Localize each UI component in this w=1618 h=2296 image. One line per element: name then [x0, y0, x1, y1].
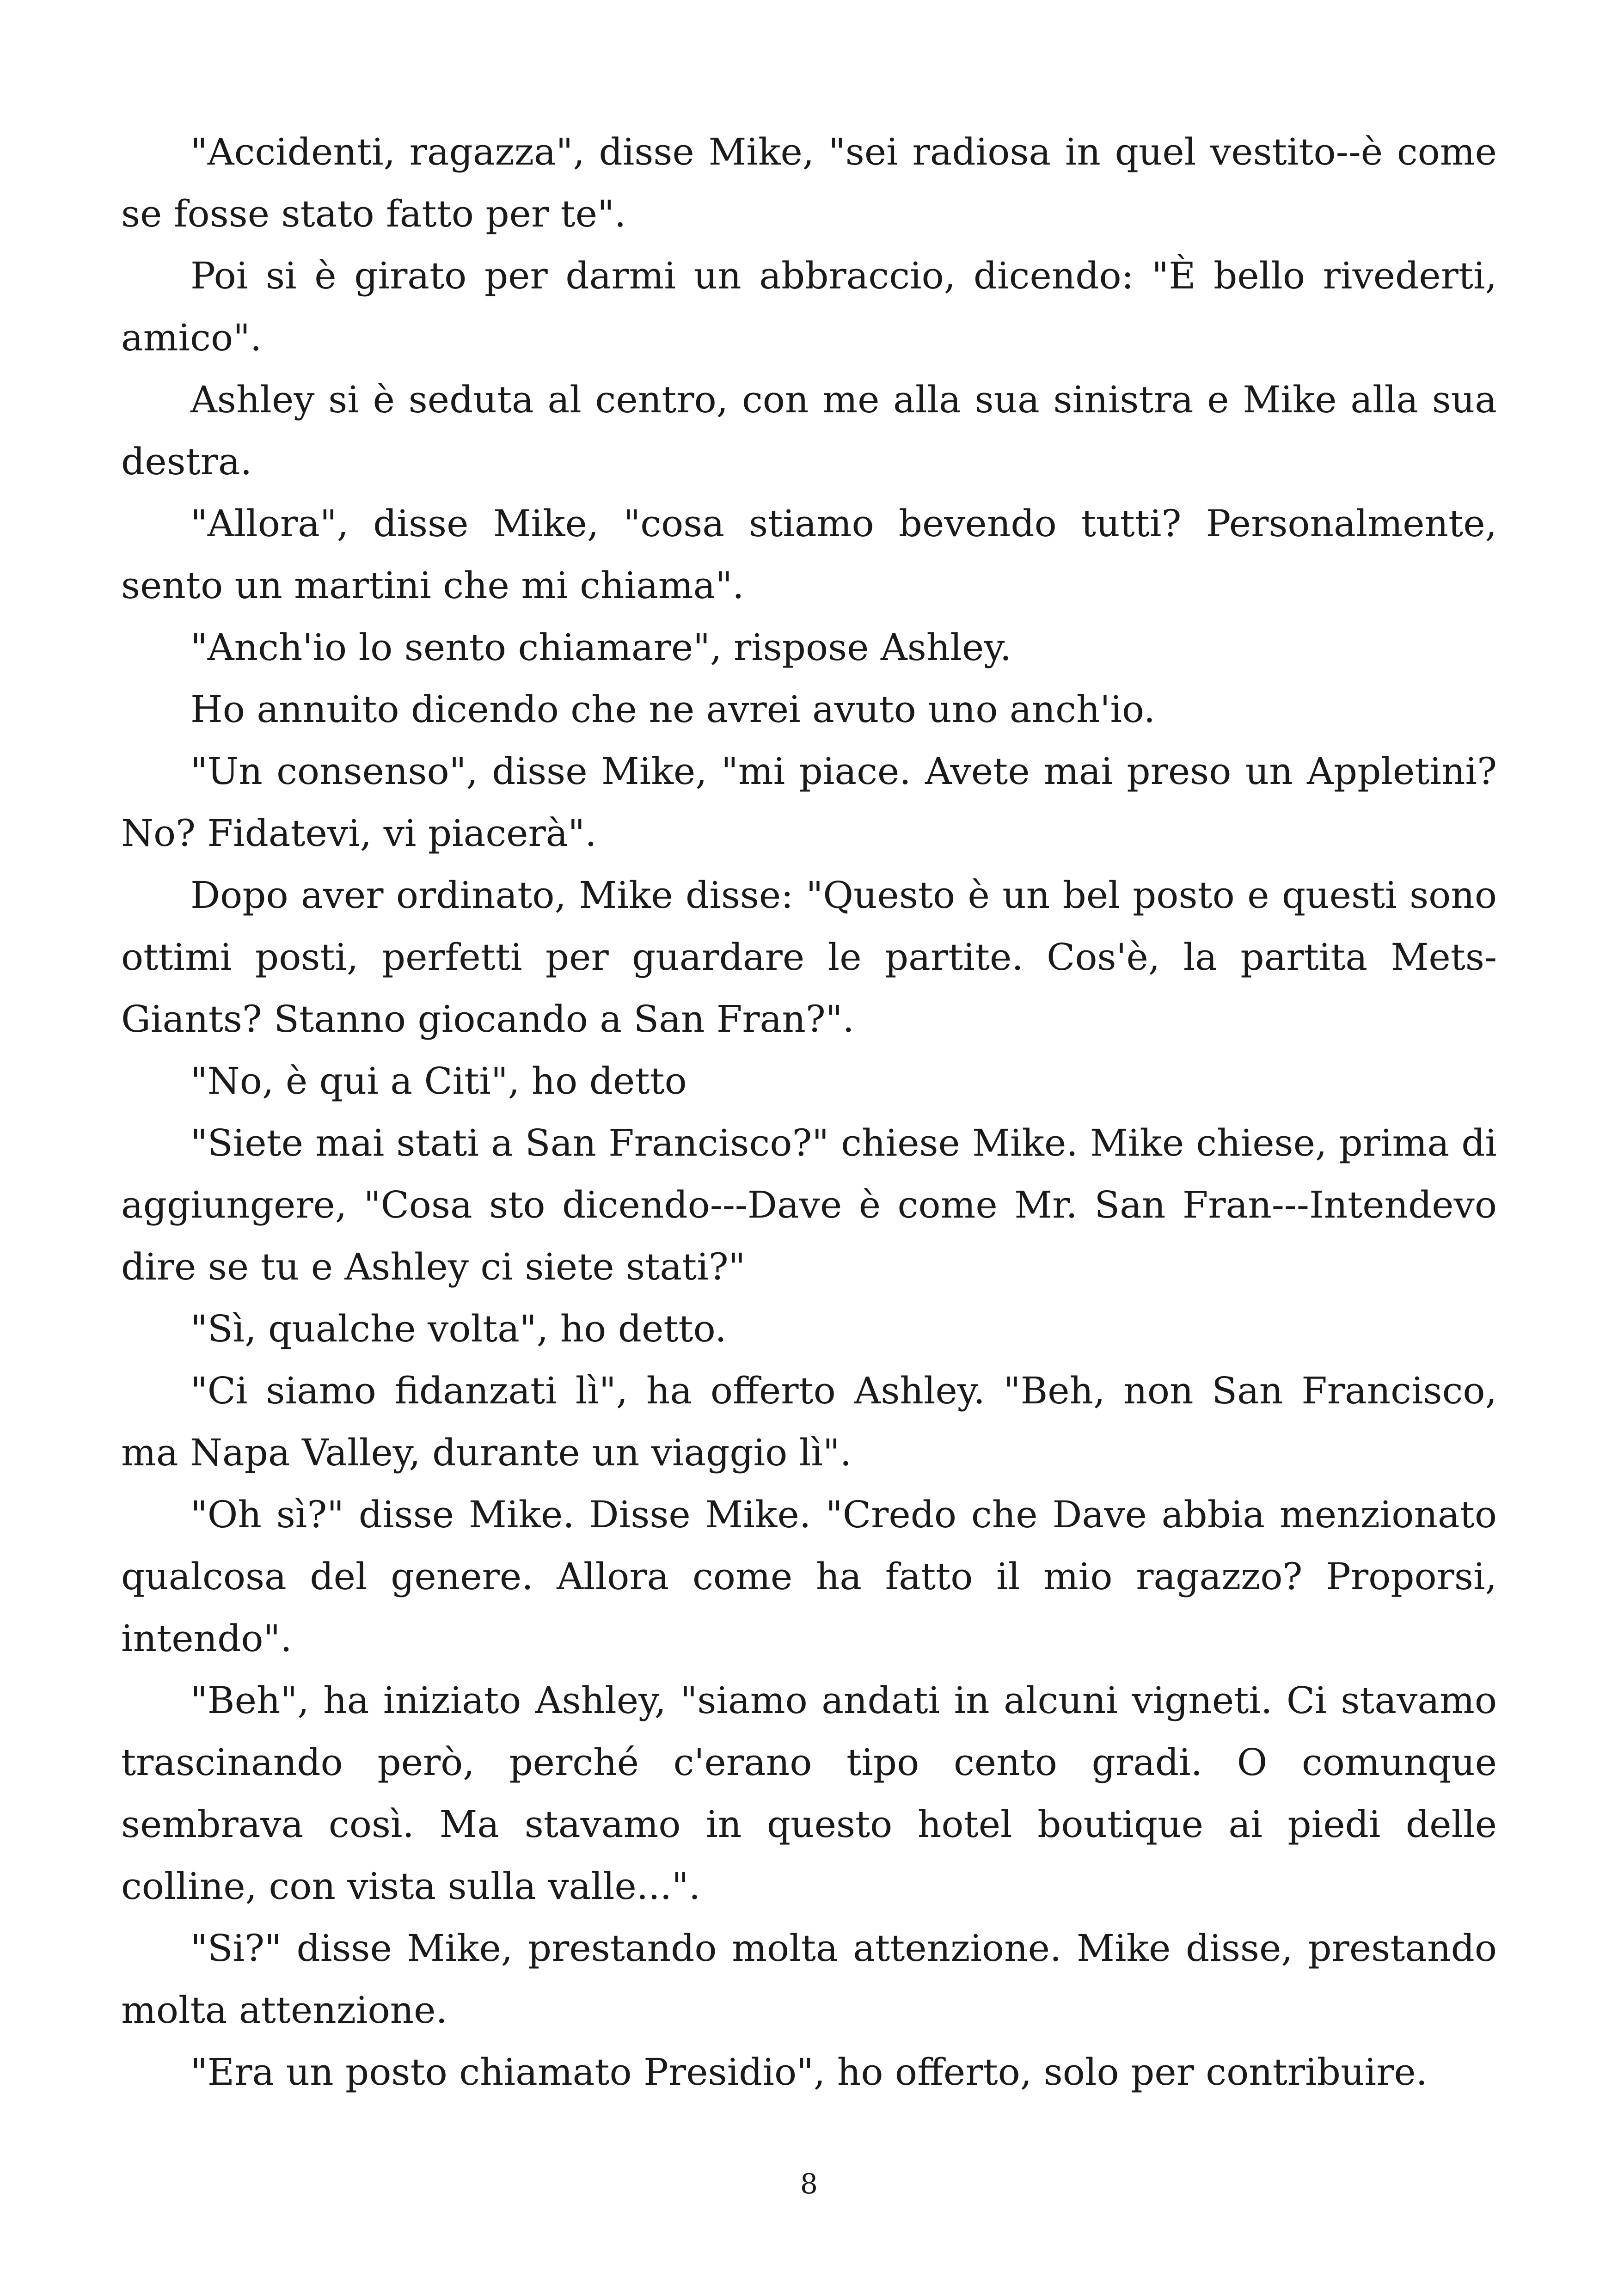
paragraph: Dopo aver ordinato, Mike disse: "Questo è un bel posto e questi sono ottimi posti, perfetti per guardare le partite. Cos'è, la partita Mets-Giants? Stanno giocando a San Fran?". — [121, 874, 1497, 1041]
paragraph: "Sì, qualche volta", ho detto. — [190, 1307, 727, 1350]
paragraph: Ashley si è seduta al centro, con me alla sua sinistra e Mike alla sua destra. — [121, 378, 1497, 483]
paragraph: "Siete mai stati a San Francisco?" chiese Mike. Mike chiese, prima di aggiungere, "Cosa sto dicendo---Dave è come Mr. San Fran---Intendevo dire se tu e Ashley ci siete stati?" — [121, 1121, 1497, 1288]
paragraph: Ho annuito dicendo che ne avrei avuto uno anch'io. — [190, 688, 1156, 731]
paragraph: "Ci siamo fidanzati lì", ha offerto Ashley. "Beh, non San Francisco, ma Napa Valley, durante un viaggio lì". — [121, 1369, 1497, 1474]
body-text — [121, 121, 1497, 2103]
paragraph: "Anch'io lo sento chiamare", rispose Ashley. — [190, 626, 1012, 669]
paragraph: "Un consenso", disse Mike, "mi piace. Avete mai preso un Appletini? No? Fidatevi, vi piacerà". — [121, 750, 1497, 855]
paragraph: "Beh", ha iniziato Ashley, "siamo andati in alcuni vigneti. Ci stavamo trascinando però, perché c'erano tipo cento gradi. O comunque sembrava così. Ma stavamo in questo hotel boutique ai piedi delle colline, con vista sulla valle...". — [121, 1679, 1497, 1908]
paragraph: Poi si è girato per darmi un abbraccio, dicendo: "È bello rivederti, amico". — [121, 254, 1497, 359]
paragraph: "Allora", disse Mike, "cosa stiamo bevendo tutti? Personalmente, sento un martini che mi chiama". — [121, 502, 1497, 607]
paragraph: "Oh sì?" disse Mike. Disse Mike. "Credo che Dave abbia menzionato qualcosa del genere. Allora come ha fatto il mio ragazzo? Proporsi, intendo". — [121, 1493, 1497, 1660]
paragraph: "No, è qui a Citi", ho detto — [190, 1059, 687, 1102]
page-number: 8 — [800, 2168, 818, 2200]
paragraph: "Si?" disse Mike, prestando molta attenzione. Mike disse, prestando molta attenzione. — [121, 1927, 1497, 2032]
paragraph: "Era un posto chiamato Presidio", ho offerto, solo per contribuire. — [190, 2051, 1428, 2094]
paragraph: "Accidenti, ragazza", disse Mike, "sei radiosa in quel vestito--è come se fosse stato fatto per te". — [121, 130, 1497, 235]
